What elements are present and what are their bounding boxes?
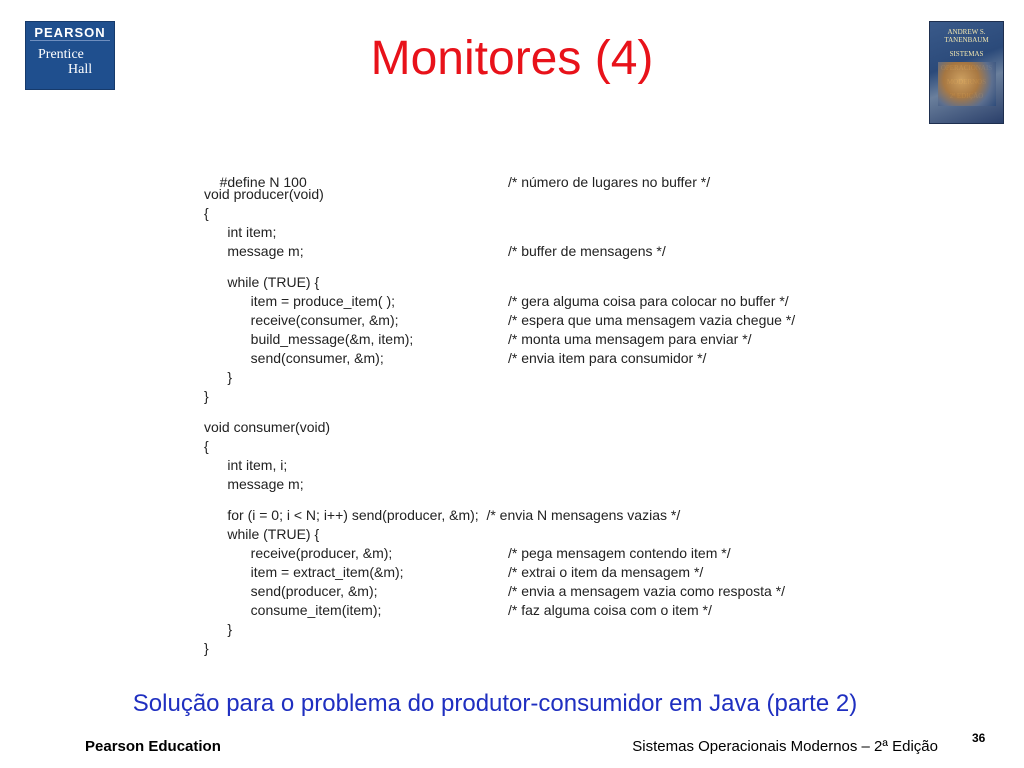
consumer-block bbox=[204, 418, 680, 494]
code-comment: /* monta uma mensagem para enviar */ bbox=[508, 331, 752, 347]
code-listing bbox=[204, 154, 796, 658]
code-line bbox=[204, 292, 789, 311]
code-text: while (TRUE) { bbox=[204, 526, 320, 542]
code-comment: /* gera alguma coisa para colocar no buffer */ bbox=[508, 293, 789, 309]
code-text: message m; bbox=[204, 476, 304, 492]
code-text: { bbox=[204, 205, 209, 221]
book-author: ANDREW S. TANENBAUM bbox=[944, 28, 989, 44]
code-text: void consumer(void) bbox=[204, 419, 331, 435]
code-comment: /* envia item para consumidor */ bbox=[508, 350, 707, 366]
code-comment: /* número de lugares no buffer */ bbox=[508, 174, 711, 190]
code-text: while (TRUE) { bbox=[204, 274, 320, 290]
code-line bbox=[204, 185, 680, 204]
footer-publisher: Pearson Education bbox=[85, 738, 221, 755]
footer-book-title: Sistemas Operacionais Modernos – 2ª Edição bbox=[632, 738, 938, 755]
code-text: } bbox=[204, 369, 233, 385]
code-comment: /* envia a mensagem vazia como resposta */ bbox=[508, 583, 786, 599]
consumer-loop-block bbox=[204, 506, 786, 658]
code-line bbox=[204, 418, 680, 437]
code-line bbox=[204, 204, 680, 223]
code-line bbox=[204, 582, 786, 601]
code-line bbox=[204, 601, 712, 620]
code-line bbox=[204, 154, 711, 190]
code-text: } bbox=[204, 640, 209, 656]
book-cover-art bbox=[938, 62, 996, 106]
producer-block bbox=[204, 185, 680, 261]
code-text: int item; bbox=[204, 224, 277, 240]
code-line bbox=[204, 639, 680, 658]
book-cover-image bbox=[929, 21, 1004, 124]
code-text: receive(consumer, &m); bbox=[204, 312, 399, 328]
code-line bbox=[204, 506, 680, 525]
code-comment: /* faz alguma coisa com o item */ bbox=[508, 602, 712, 618]
logo-line-3: Hall bbox=[68, 62, 93, 77]
code-comment: /* pega mensagem contendo item */ bbox=[508, 545, 731, 561]
code-line bbox=[204, 475, 680, 494]
page-number: 36 bbox=[972, 731, 986, 745]
code-comment: /* buffer de mensagens */ bbox=[508, 243, 666, 259]
code-text: } bbox=[204, 388, 209, 404]
code-text: void producer(void) bbox=[204, 186, 324, 202]
code-line bbox=[204, 525, 680, 544]
code-text: message m; bbox=[204, 243, 304, 259]
code-text: build_message(&m, item); bbox=[204, 331, 414, 347]
code-text: consume_item(item); bbox=[204, 602, 382, 618]
code-text: send(consumer, &m); bbox=[204, 350, 384, 366]
code-text: item = extract_item(&m); bbox=[204, 564, 404, 580]
code-line bbox=[204, 387, 680, 406]
code-line bbox=[204, 437, 680, 456]
producer-loop-block bbox=[204, 273, 796, 406]
code-text: int item, i; bbox=[204, 457, 288, 473]
code-text: item = produce_item( ); bbox=[204, 293, 396, 309]
code-text: } bbox=[204, 621, 233, 637]
logo-line-1: PEARSON bbox=[30, 22, 110, 41]
code-line bbox=[204, 311, 796, 330]
book-title-line-1: SISTEMAS bbox=[949, 50, 984, 58]
code-text: #define N 100 bbox=[219, 174, 307, 190]
code-line bbox=[204, 242, 680, 261]
code-comment: /* espera que uma mensagem vazia chegue */ bbox=[508, 312, 796, 328]
code-line bbox=[204, 544, 731, 563]
code-line bbox=[204, 620, 680, 639]
code-comment: /* extrai o item da mensagem */ bbox=[508, 564, 704, 580]
code-text: receive(producer, &m); bbox=[204, 545, 393, 561]
code-line bbox=[204, 223, 680, 242]
slide-title: Monitores (4) bbox=[370, 32, 654, 85]
code-line bbox=[204, 273, 680, 292]
code-text: send(producer, &m); bbox=[204, 583, 378, 599]
code-text: for (i = 0; i < N; i++) send(producer, &m); /* envia N mensagens vazias */ bbox=[204, 507, 681, 523]
code-line bbox=[204, 349, 707, 368]
code-line bbox=[204, 330, 752, 349]
code-line bbox=[204, 368, 680, 387]
code-text: { bbox=[204, 438, 209, 454]
logo-line-2: Prentice bbox=[38, 47, 84, 62]
code-line bbox=[204, 563, 704, 582]
figure-caption: Solução para o problema do produtor-consumidor em Java (parte 2) bbox=[132, 690, 858, 717]
code-line bbox=[204, 456, 680, 475]
